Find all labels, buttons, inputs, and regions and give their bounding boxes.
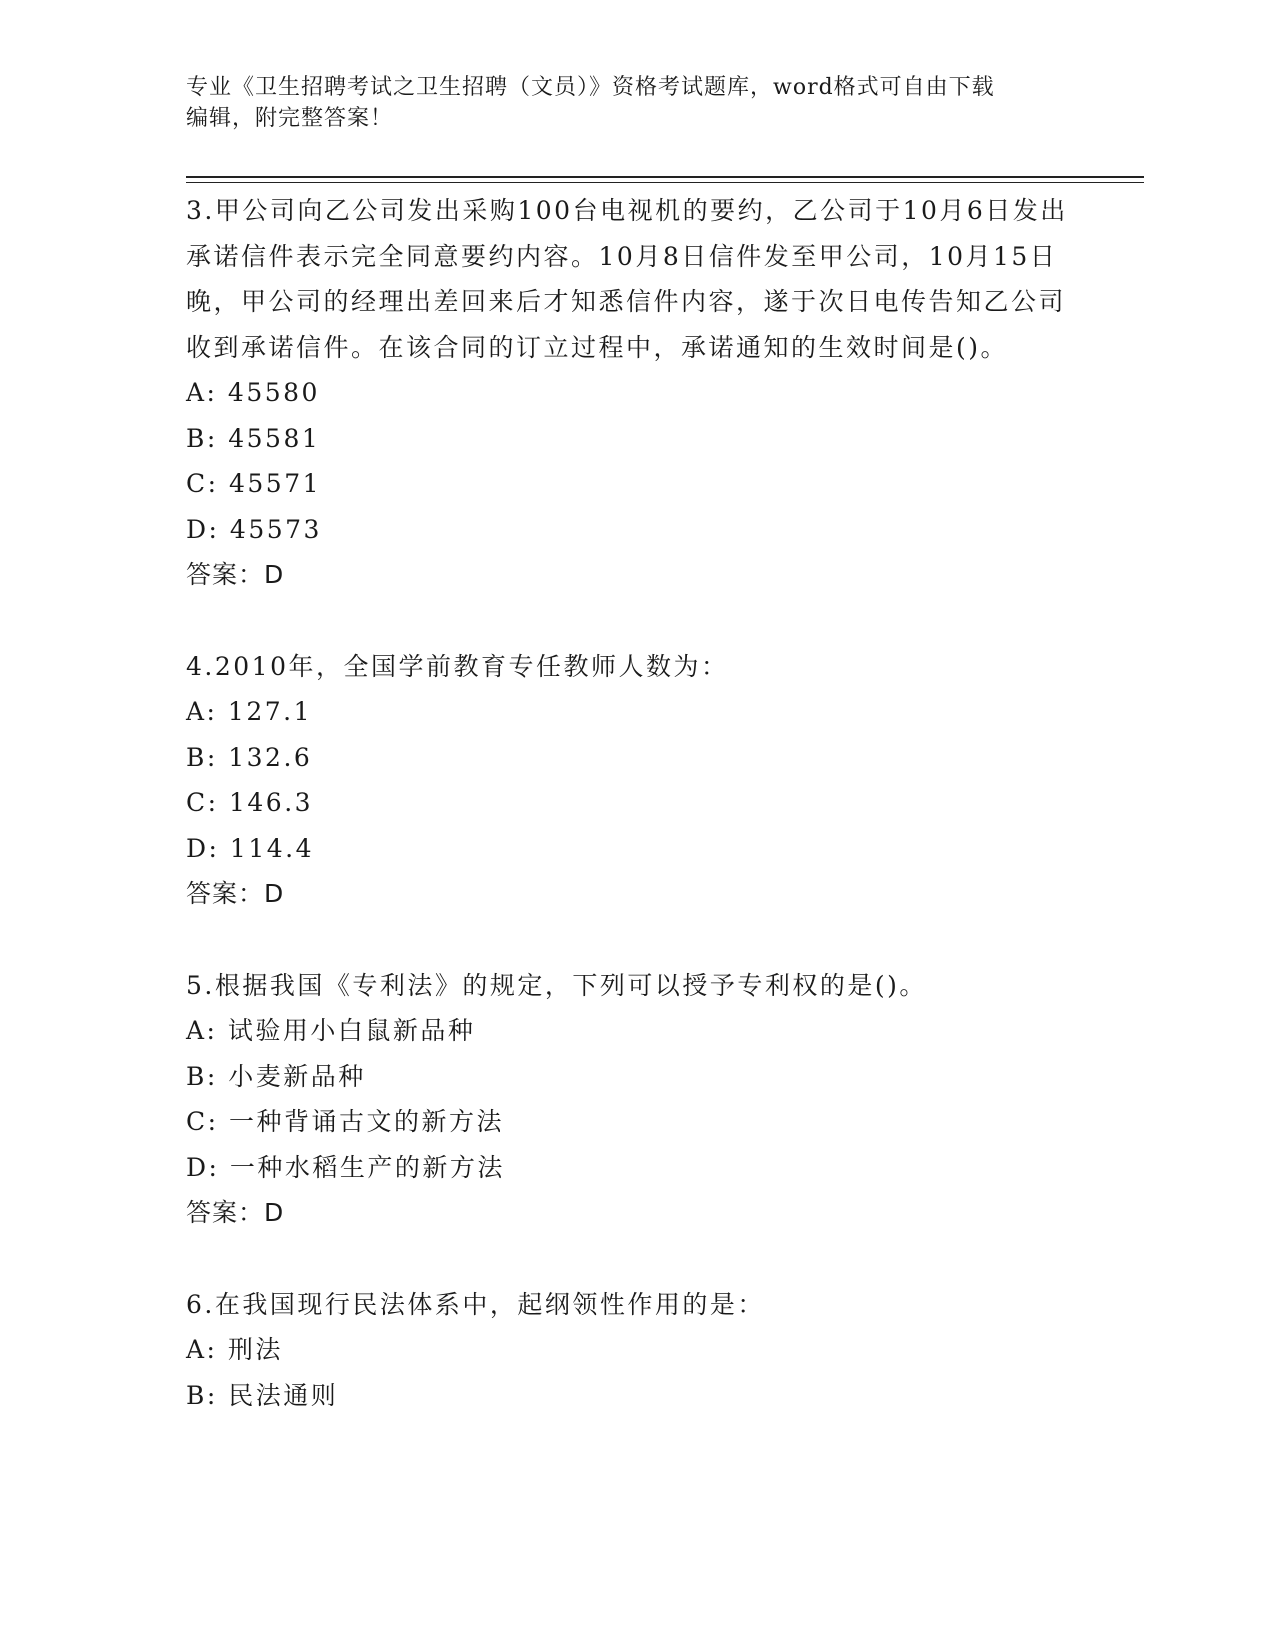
header-line-1: 专业《卫生招聘考试之卫生招聘（文员）》资格考试题库，word格式可自由下载 xyxy=(186,75,995,100)
question-6 xyxy=(186,1282,1076,1419)
question-stem: 6.在我国现行民法体系中，起纲领性作用的是： xyxy=(186,1289,765,1319)
option-b: B: 45581 xyxy=(186,423,321,453)
header-line-2: 编辑，附完整答案！ xyxy=(186,106,394,131)
option-a: A: 试验用小白鼠新品种 xyxy=(186,1016,476,1045)
option-d: D: 114.4 xyxy=(186,833,314,863)
question-3 xyxy=(186,188,1076,598)
option-c: C: 一种背诵古文的新方法 xyxy=(186,1107,504,1136)
header-divider-thin xyxy=(186,182,1144,183)
document-header xyxy=(186,72,1086,134)
question-stem: 4.2010年，全国学前教育专任教师人数为： xyxy=(186,651,729,681)
question-stem: 5.根据我国《专利法》的规定，下列可以授予专利权的是()。 xyxy=(186,970,927,1000)
question-stem: 3.甲公司向乙公司发出采购100台电视机的要约，乙公司于10月6日发出承诺信件表示完全同意要约内容。10月8日信件发至甲公司，10月15日晚，甲公司的经理出差回来后才知悉信件内容，遂于次日电传告知乙公司收到承诺信件。在该合同的订立过程中，承诺通知的生效时间是()。 xyxy=(186,196,1068,362)
option-a: A: 127.1 xyxy=(186,697,312,726)
option-b: B: 民法通则 xyxy=(186,1380,339,1410)
answer: 答案：D xyxy=(186,1198,285,1227)
question-5 xyxy=(186,963,1076,1236)
option-a: A: 刑法 xyxy=(186,1335,283,1364)
answer: 答案：D xyxy=(186,879,285,908)
question-4 xyxy=(186,644,1076,917)
option-b: B: 132.6 xyxy=(186,742,313,772)
option-c: C: 146.3 xyxy=(186,788,314,817)
option-d: D: 一种水稻生产的新方法 xyxy=(186,1152,505,1182)
header-divider-thick xyxy=(186,176,1144,178)
question-list xyxy=(186,188,1076,1464)
option-a: A: 45580 xyxy=(186,378,320,407)
option-d: D: 45573 xyxy=(186,514,322,544)
answer: 答案：D xyxy=(186,560,285,589)
option-c: C: 45571 xyxy=(186,469,322,498)
option-b: B: 小麦新品种 xyxy=(186,1061,366,1091)
